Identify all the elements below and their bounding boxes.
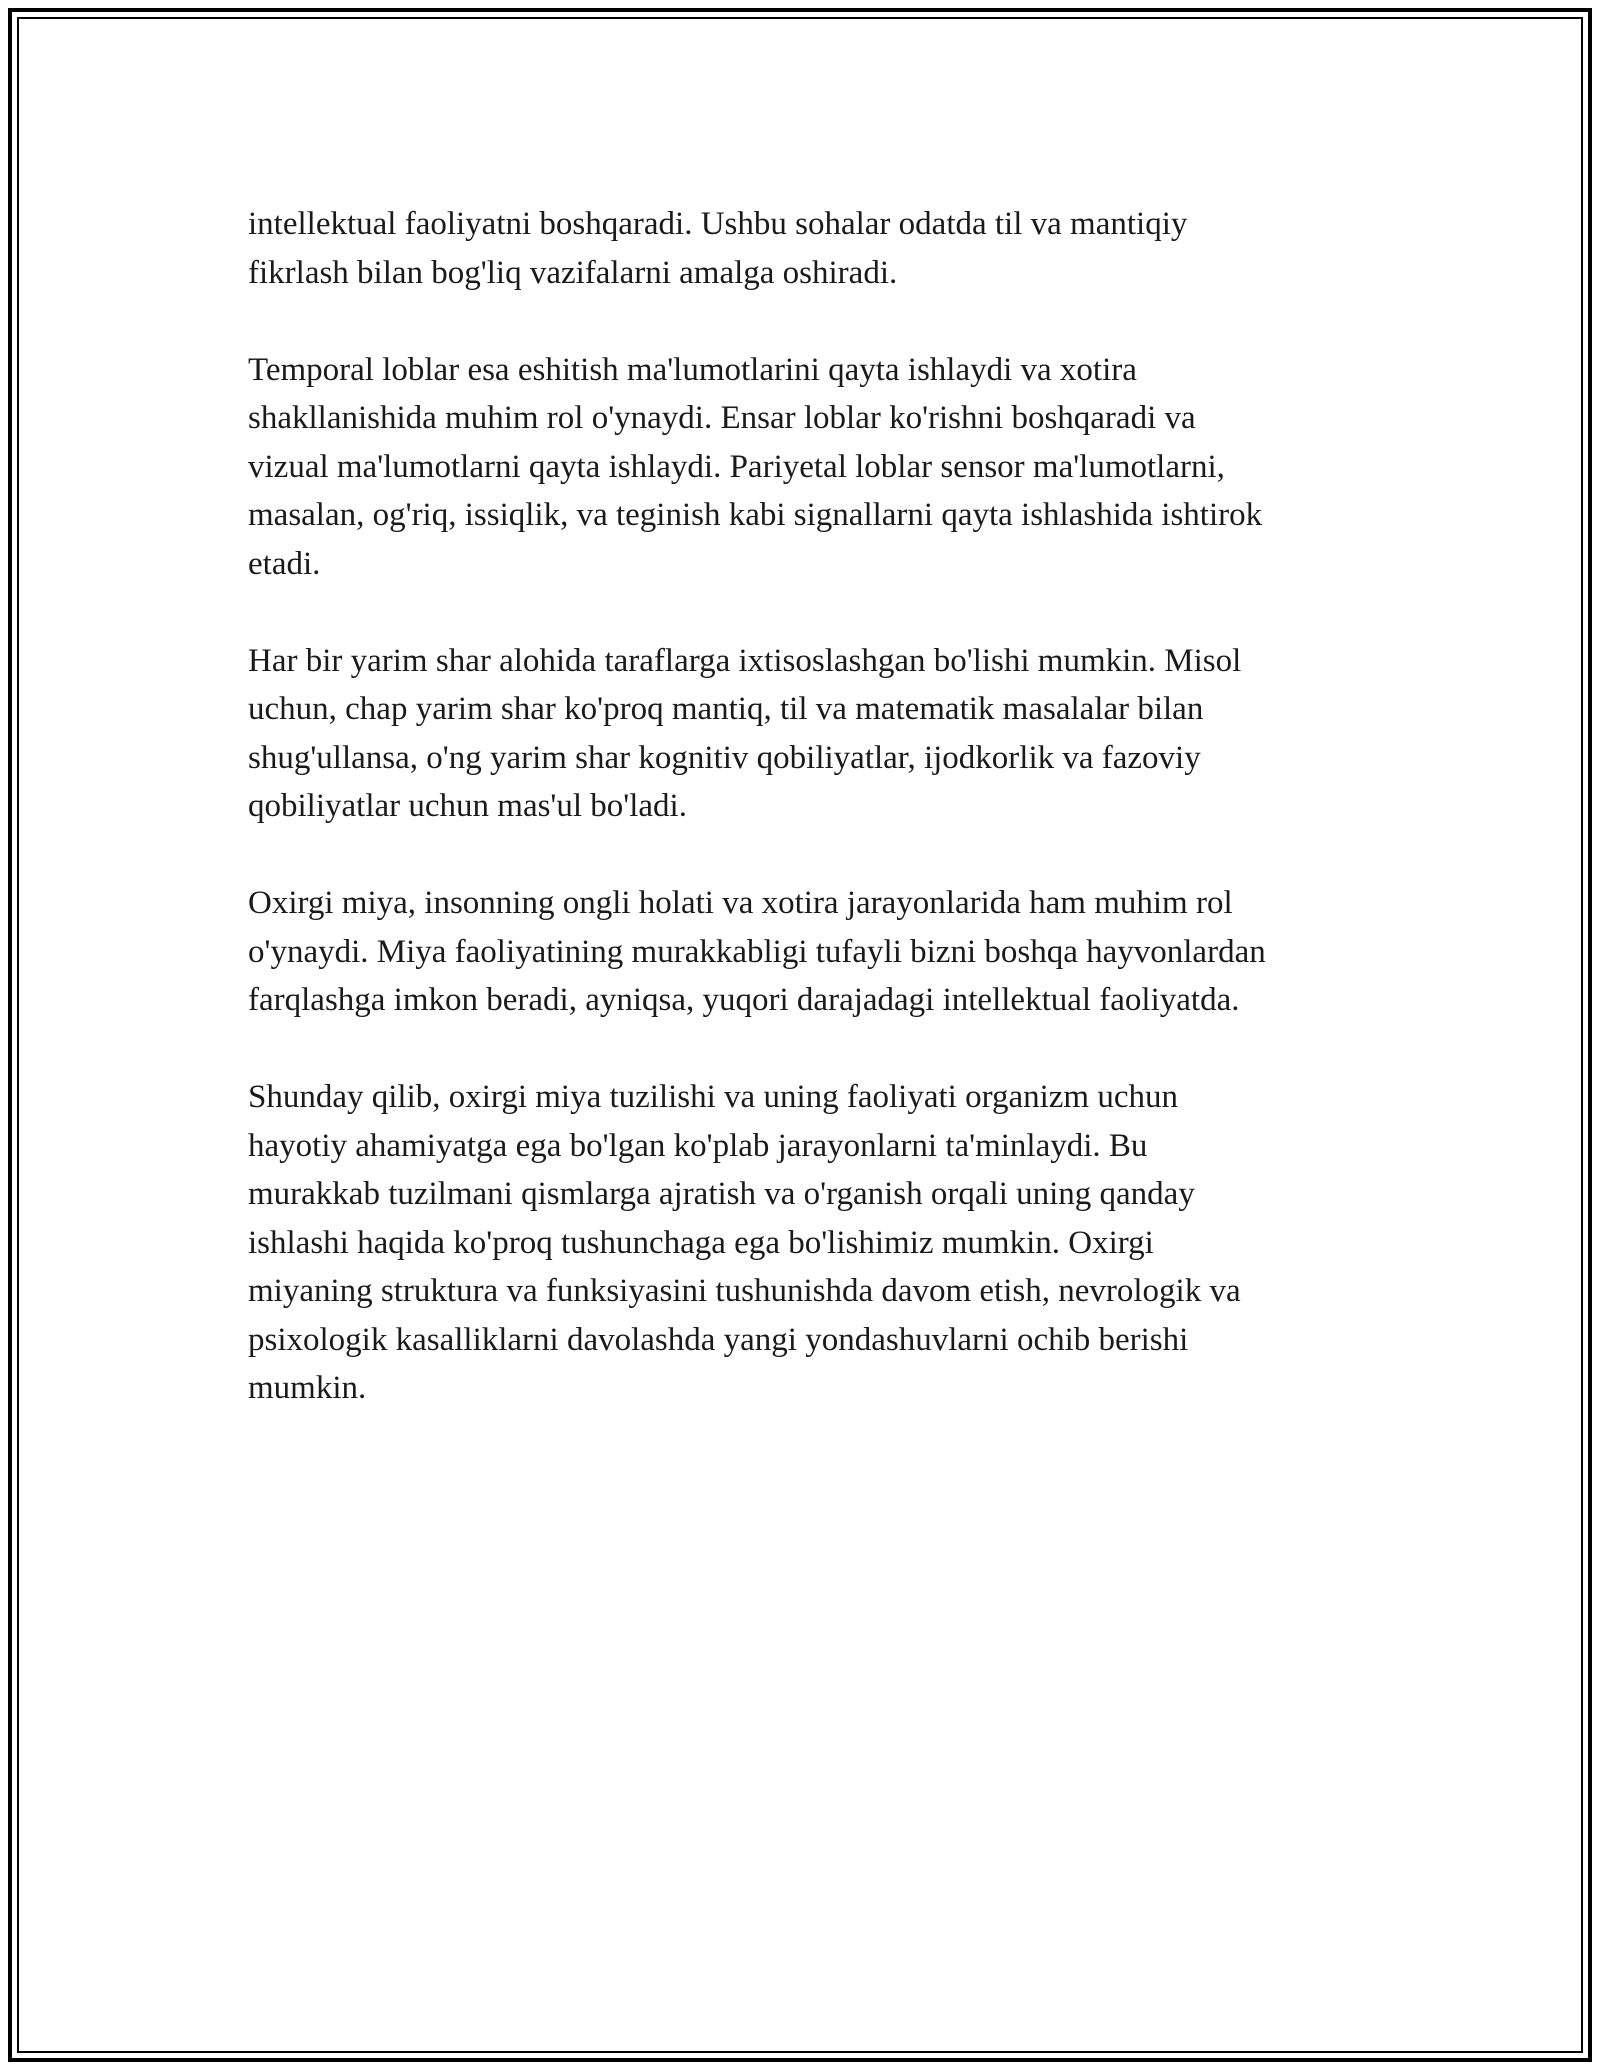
text-line: mumkin. xyxy=(248,1370,367,1406)
text-line: vizual ma'lumotlarni qayta ishlaydi. Pariyetal loblar sensor ma'lumotlarni, xyxy=(248,448,1225,485)
text-line: psixologik kasalliklarni davolashda yangi yondashuvlarni ochib berishi xyxy=(248,1321,1189,1358)
text-line: ishlashi haqida ko'proq tushunchaga ega bo'lishimiz mumkin. Oxirgi xyxy=(248,1224,1154,1261)
text-line: miyaning struktura va funksiyasini tushunishda davom etish, nevrologik va xyxy=(248,1273,1241,1309)
document-body xyxy=(248,200,1398,1461)
text-line: Oxirgi miya, insonning ongli holati va xotira jarayonlarida ham muhim rol xyxy=(248,885,1233,921)
paragraph-5 xyxy=(248,1073,1398,1413)
text-line: murakkab tuzilmani qismlarga ajratish va o'rganish orqali uning qanday xyxy=(248,1176,1195,1212)
paragraph-1 xyxy=(248,200,1398,297)
text-line: shug'ullansa, o'ng yarim shar kognitiv qobiliyatlar, ijodkorlik va fazoviy xyxy=(248,739,1201,776)
text-line: intellektual faoliyatni boshqaradi. Ushbu sohalar odatda til va mantiqiy xyxy=(248,206,1188,242)
paragraph-3 xyxy=(248,637,1398,831)
text-line: Temporal loblar esa eshitish ma'lumotlarini qayta ishlaydi va xotira xyxy=(248,351,1137,388)
text-line: Shunday qilib, oxirgi miya tuzilishi va uning faoliyati organizm uchun xyxy=(248,1079,1178,1115)
text-line: qobiliyatlar uchun mas'ul bo'ladi. xyxy=(248,788,687,824)
paragraph-4 xyxy=(248,879,1398,1025)
text-line: o'ynaydi. Miya faoliyatining murakkabligi tufayli bizni boshqa hayvonlardan xyxy=(248,933,1266,970)
text-line: hayotiy ahamiyatga ega bo'lgan ko'plab jarayonlarni ta'minlaydi. Bu xyxy=(248,1127,1148,1164)
text-line: shakllanishida muhim rol o'ynaydi. Ensar loblar ko'rishni boshqaradi va xyxy=(248,400,1196,436)
text-line: masalan, og'riq, issiqlik, va teginish kabi signallarni qayta ishlashida ishtirok xyxy=(248,497,1263,533)
text-line: etadi. xyxy=(248,545,321,582)
text-line: farqlashga imkon beradi, ayniqsa, yuqori darajadagi intellektual faoliyatda. xyxy=(248,982,1240,1018)
text-line: uchun, chap yarim shar ko'proq mantiq, til va matematik masalalar bilan xyxy=(248,691,1204,727)
page-frame xyxy=(8,8,1592,2062)
text-line: Har bir yarim shar alohida taraflarga ixtisoslashgan bo'lishi mumkin. Misol xyxy=(248,642,1242,679)
paragraph-2 xyxy=(248,346,1398,589)
text-line: fikrlash bilan bog'liq vazifalarni amalga oshiradi. xyxy=(248,254,898,291)
